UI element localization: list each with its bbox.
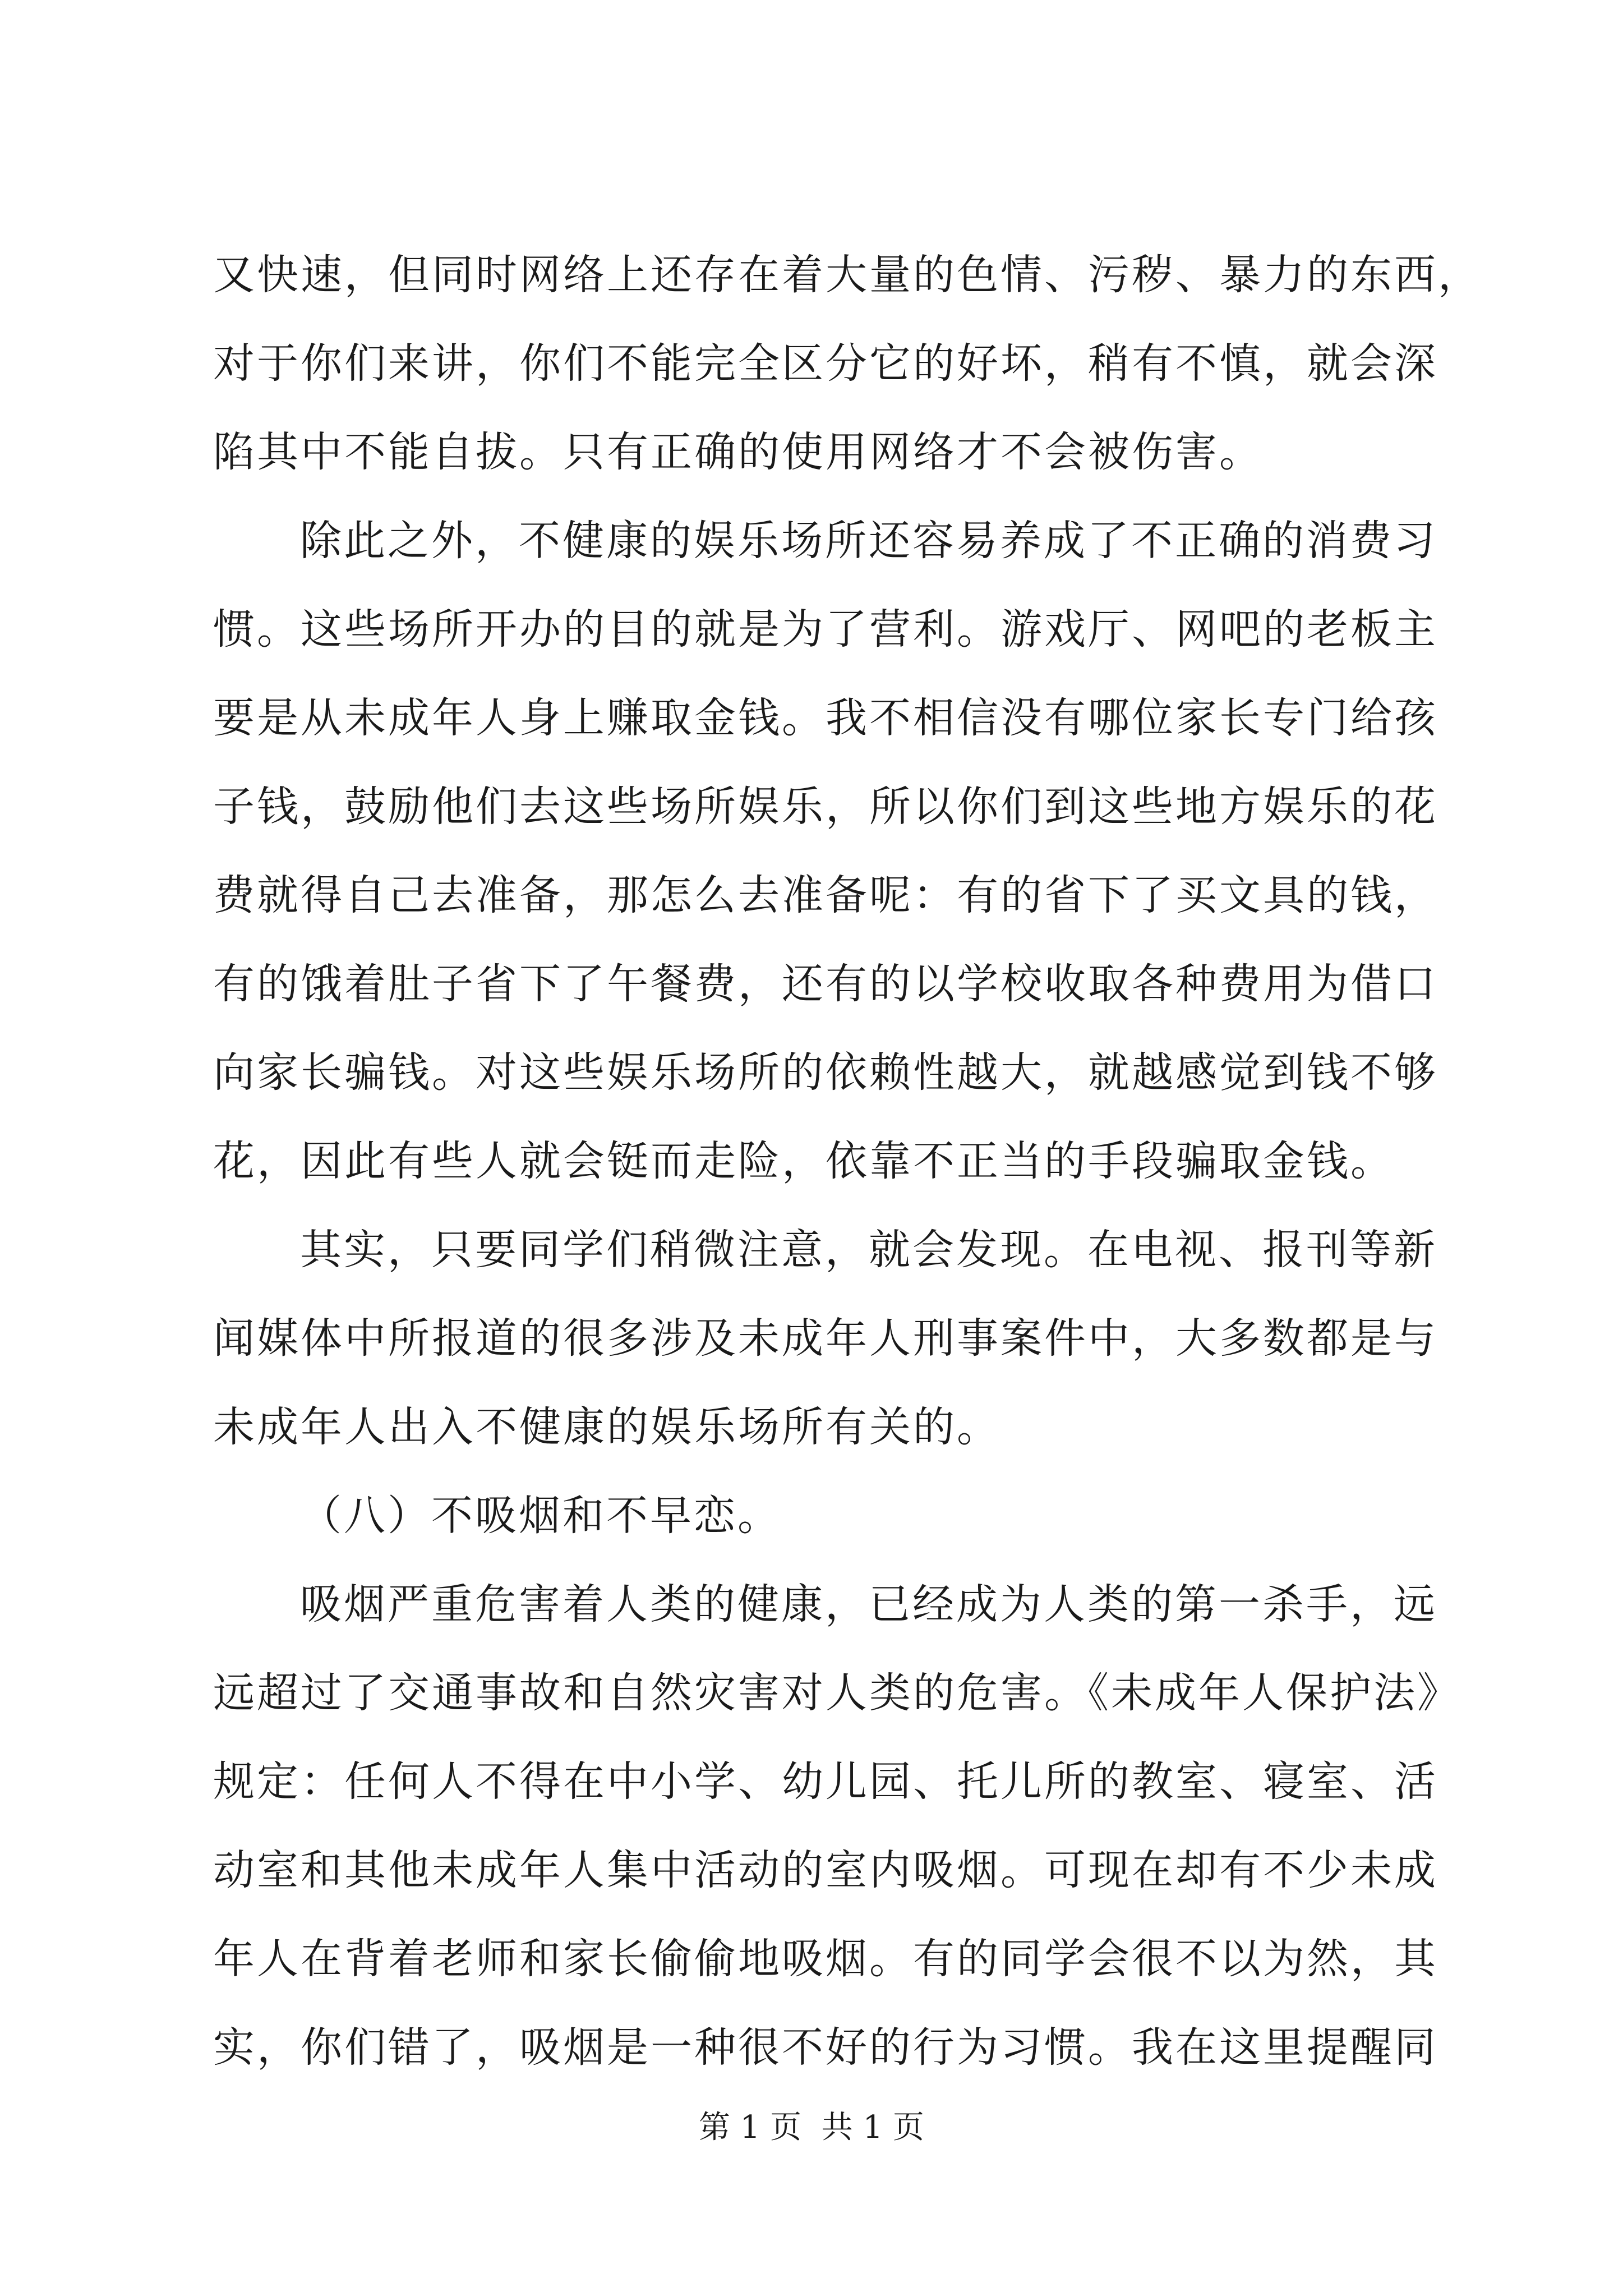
text-line-9: 有的饿着肚子省下了午餐费，还有的以学校收取各种费用为借口 [213, 960, 1438, 1008]
text-line-3: 陷其中不能自拔。只有正确的使用网络才不会被伤害。 [213, 428, 1263, 476]
text-line-4: 除此之外，不健康的娱乐场所还容易养成了不正确的消费习 [300, 517, 1437, 565]
section-heading: （八）不吸烟和不早恋。 [300, 1492, 781, 1540]
text-line-20: 年人在背着老师和家长偷偷地吸烟。有的同学会很不以为然，其 [213, 1935, 1438, 1983]
text-line-8: 费就得自己去准备，那怎么去准备呢：有的省下了买文具的钱， [213, 871, 1438, 919]
text-line-18: 规定：任何人不得在中小学、幼儿园、托儿所的教室、寝室、活 [213, 1757, 1438, 1806]
text-line-17: 远超过了交通事故和自然灾害对人类的危害。《未成年人保护法》 [213, 1669, 1461, 1717]
text-line-7: 子钱，鼓励他们去这些场所娱乐，所以你们到这些地方娱乐的花 [213, 783, 1438, 831]
text-line-2: 对于你们来讲，你们不能完全区分它的好坏，稍有不慎，就会深 [213, 339, 1438, 388]
text-line-1: 又快速，但同时网络上还存在着大量的色情、污秽、暴力的东西， [213, 251, 1482, 299]
text-line-5: 惯。这些场所开办的目的就是为了营利。游戏厅、网吧的老板主 [213, 605, 1438, 654]
text-line-13: 闻媒体中所报道的很多涉及未成年人刑事案件中，大多数都是与 [213, 1314, 1438, 1363]
text-line-11: 花，因此有些人就会铤而走险，依靠不正当的手段骗取金钱。 [213, 1137, 1394, 1185]
page-footer: 第 1 页 共 1 页 [698, 2109, 925, 2146]
text-line-21: 实，你们错了，吸烟是一种很不好的行为习惯。我在这里提醒同 [213, 2023, 1438, 2072]
text-line-10: 向家长骗钱。对这些娱乐场所的依赖性越大，就越感觉到钱不够 [213, 1048, 1438, 1097]
text-line-12: 其实，只要同学们稍微注意，就会发现。在电视、报刊等新 [300, 1226, 1437, 1274]
text-line-19: 动室和其他未成年人集中活动的室内吸烟。可现在却有不少未成 [213, 1846, 1438, 1894]
text-line-16: 吸烟严重危害着人类的健康，已经成为人类的第一杀手，远 [300, 1580, 1437, 1628]
text-line-6: 要是从未成年人身上赚取金钱。我不相信没有哪位家长专门给孩 [213, 694, 1438, 742]
text-line-14: 未成年人出入不健康的娱乐场所有关的。 [213, 1403, 1000, 1451]
